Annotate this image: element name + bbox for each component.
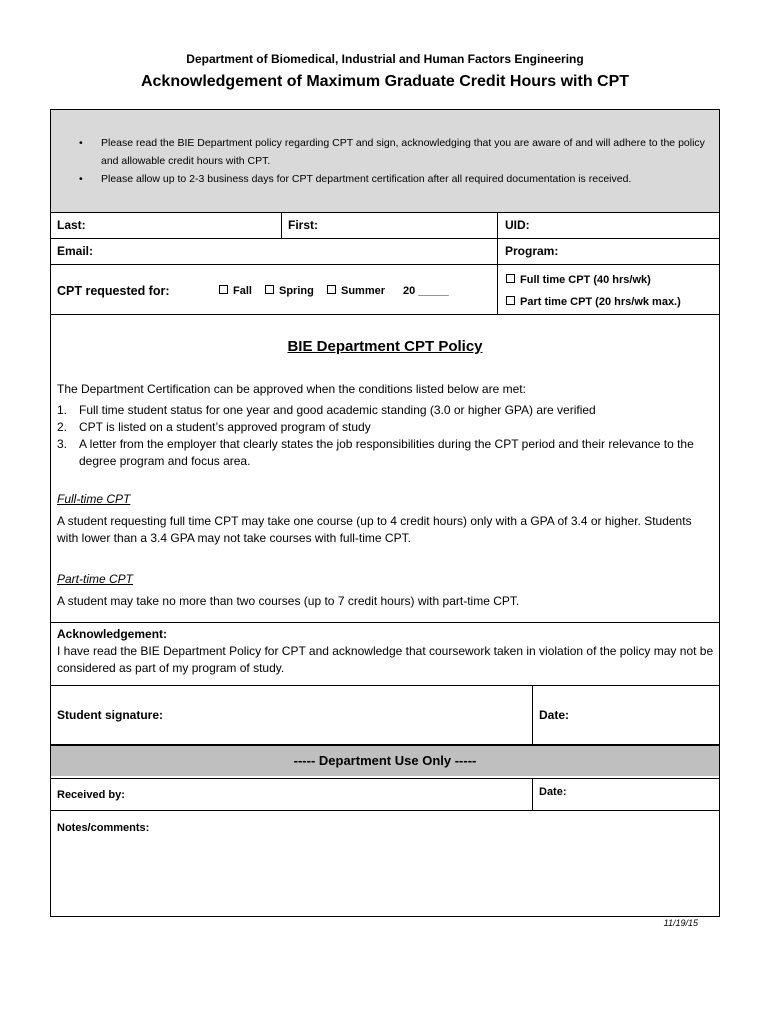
checkbox-icon (506, 296, 515, 305)
department-use-banner (51, 746, 719, 776)
received-date-field[interactable]: Date: (539, 786, 567, 798)
divider (51, 778, 719, 779)
divider (51, 212, 719, 213)
condition-number: 3. (57, 437, 68, 451)
acknowledgement-text: I have read the BIE Department Policy for CPT and acknowledge that coursework taken in violation of the policy may not be considered as part of my program of study. (57, 644, 714, 675)
summer-checkbox[interactable] (327, 285, 385, 297)
divider (51, 685, 719, 686)
checkbox-icon (506, 274, 515, 283)
spring-checkbox[interactable] (265, 285, 314, 297)
department-name: Department of Biomedical, Industrial and Human Factors Engineering (186, 52, 584, 66)
policy-title: BIE Department CPT Policy (287, 338, 483, 355)
fulltime-heading: Full-time CPT (57, 492, 131, 506)
condition-item: CPT is listed on a student’s approved program of study (79, 420, 371, 434)
part-time-label: Part time CPT (20 hrs/wk max.) (520, 296, 681, 308)
divider (51, 264, 719, 265)
checkbox-icon (219, 285, 228, 294)
notes-field[interactable]: Notes/comments: (57, 822, 150, 834)
program-field[interactable]: Program: (505, 244, 559, 258)
divider (51, 622, 719, 623)
condition-item: A letter from the employer that clearly states the job responsibilities during the CPT period and their relevance to the degree program and focus area. (79, 437, 694, 468)
checkbox-icon (327, 285, 336, 294)
department-use-label: ----- Department Use Only ----- (293, 753, 477, 768)
form-frame (50, 109, 720, 917)
received-by-field[interactable]: Received by: (57, 789, 125, 801)
parttime-text: A student may take no more than two courses (up to 7 credit hours) with part-time CPT. (57, 594, 520, 608)
divider (51, 238, 719, 239)
parttime-heading: Part-time CPT (57, 572, 134, 586)
policy-intro: The Department Certification can be approved when the conditions listed below are met: (57, 382, 526, 396)
email-field[interactable]: Email: (57, 244, 94, 258)
notice-bullet: • Please read the BIE Department policy regarding CPT and sign, acknowledging that you are aware of and will adhere to the policy and allowable credit hours with CPT. (79, 137, 705, 167)
uid-field[interactable]: UID: (505, 218, 530, 232)
part-time-checkbox[interactable] (506, 296, 681, 308)
divider (532, 685, 533, 744)
spring-label: Spring (279, 285, 314, 297)
full-time-checkbox[interactable] (506, 274, 651, 286)
divider (51, 314, 719, 315)
year-field[interactable]: 20 _____ (403, 285, 449, 297)
first-name-field[interactable]: First: (288, 218, 318, 232)
page-title: Acknowledgement of Maximum Graduate Credit Hours with CPT (140, 73, 630, 90)
student-signature-field[interactable]: Student signature: (57, 708, 164, 722)
condition-number: 2. (57, 420, 68, 434)
divider (281, 212, 282, 238)
checkbox-icon (265, 285, 274, 294)
summer-label: Summer (341, 285, 386, 297)
fulltime-text: A student requesting full time CPT may take one course (up to 4 credit hours) only with a GPA of 3.4 or higher. Students with lower than a 3.4 GPA may not take courses with full-time CPT. (57, 514, 692, 545)
notice-text: Please read the BIE Department policy regarding CPT and sign, acknowledging that you are aware of and will adhere to the policy and allowable credit hours with CPT. (101, 137, 705, 167)
divider (497, 212, 498, 314)
revision-date: 11/19/15 (663, 918, 698, 928)
condition-item: Full time student status for one year and good academic standing (3.0 or higher GPA) are verified (79, 403, 596, 417)
full-time-label: Full time CPT (40 hrs/wk) (520, 274, 651, 286)
notice-box (51, 110, 719, 212)
acknowledgement-heading: Acknowledgement: (57, 627, 168, 641)
notice-bullet: • Please allow up to 2-3 business days for CPT department certification after all required documentation is received. (79, 173, 632, 185)
fall-label: Fall (233, 285, 252, 297)
notice-text: Please allow up to 2-3 business days for CPT department certification after all required documentation is received. (101, 173, 632, 185)
notice-list (79, 134, 711, 188)
signature-date-field[interactable]: Date: (539, 708, 570, 722)
divider (51, 810, 719, 811)
condition-number: 1. (57, 403, 68, 417)
fall-checkbox[interactable] (219, 285, 252, 297)
divider (532, 778, 533, 810)
last-name-field[interactable]: Last: (57, 218, 86, 232)
cpt-requested-label: CPT requested for: (57, 284, 170, 298)
